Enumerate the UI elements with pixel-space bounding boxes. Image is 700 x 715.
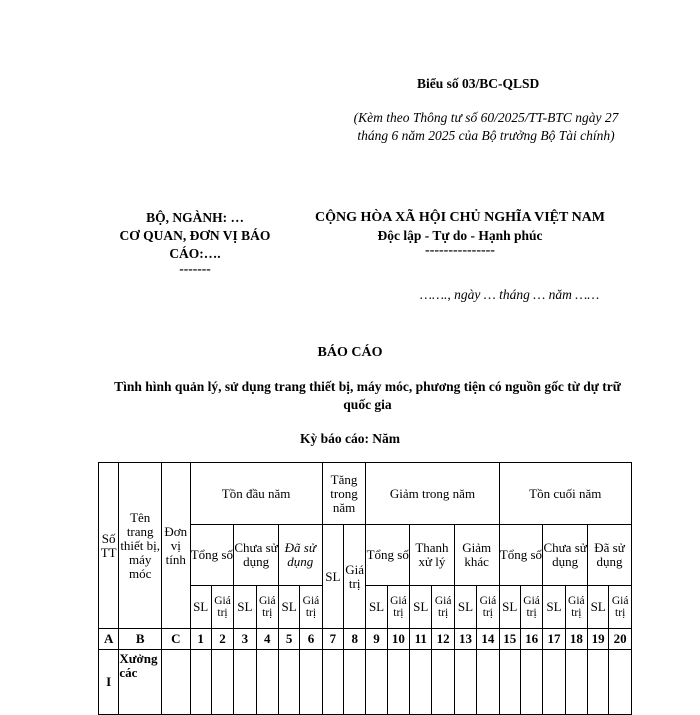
reporting-agency-line: CƠ QUAN, ĐƠN VỊ BÁO CÁO:…. (119, 228, 271, 261)
report-title: BÁO CÁO (317, 345, 383, 360)
index-cell: 13 (454, 629, 476, 650)
index-cell: 5 (278, 629, 299, 650)
sub-open-used: Đã sử dụng (278, 525, 322, 586)
index-cell: 14 (477, 629, 499, 650)
header-opening-balance: Tồn đầu năm (190, 463, 322, 525)
table-row (99, 650, 632, 715)
index-cell: 3 (234, 629, 256, 650)
attachment-note: (Kèm theo Thông tư số 60/2025/TT-BTC ngày 27 tháng 6 năm 2025 của Bộ trưởng Bộ Tài chính) (353, 110, 619, 143)
col-value: Giá trị (211, 586, 233, 629)
index-cell: 18 (565, 629, 587, 650)
dateline: ……., ngày … tháng … năm …… (420, 287, 600, 302)
col-qty: SL (234, 586, 256, 629)
col-qty: SL (410, 586, 432, 629)
row-stt: I (99, 650, 119, 715)
col-qty: SL (190, 586, 211, 629)
index-cell: 12 (432, 629, 454, 650)
col-value: Giá trị (477, 586, 499, 629)
header-equipment-name: Tên trang thiết bị, máy móc (119, 463, 162, 629)
col-qty: SL (366, 586, 387, 629)
sub-close-unused: Chưa sử dụng (543, 525, 588, 586)
index-cell: 11 (410, 629, 432, 650)
col-value: Giá trị (565, 586, 587, 629)
header-increase: Tăng trong năm (322, 463, 366, 525)
motto-divider: --------------- (425, 243, 495, 258)
header-closing-balance: Tồn cuối năm (499, 463, 631, 525)
col-value: Giá trị (432, 586, 454, 629)
index-cell: 17 (543, 629, 565, 650)
index-cell: 20 (609, 629, 632, 650)
col-value: Giá trị (256, 586, 278, 629)
index-cell: 19 (588, 629, 609, 650)
report-period: Kỳ báo cáo: Năm (299, 431, 401, 446)
index-cell: C (162, 629, 190, 650)
index-cell: 6 (300, 629, 322, 650)
index-cell: 8 (344, 629, 366, 650)
ministry-line: BỘ, NGÀNH: … (146, 210, 244, 225)
header-unit: Đơn vị tính (162, 463, 190, 629)
index-cell: 7 (322, 629, 343, 650)
col-value: Giá trị (609, 586, 632, 629)
row-name: Xưởng các (119, 650, 162, 715)
sub-increase-value: Giá trị (344, 525, 366, 629)
ministry-divider: ------- (179, 261, 211, 276)
report-subtitle: Tình hình quản lý, sử dụng trang thiết bị, máy móc, phương tiện có nguồn gốc từ dự trữ quốc gia (114, 379, 621, 412)
sub-open-unused: Chưa sử dụng (234, 525, 279, 586)
col-qty: SL (588, 586, 609, 629)
report-table (98, 462, 632, 715)
index-cell: 9 (366, 629, 387, 650)
index-cell: 4 (256, 629, 278, 650)
col-qty: SL (499, 586, 520, 629)
index-cell: 15 (499, 629, 520, 650)
col-qty: SL (278, 586, 299, 629)
header-stt: Số TT (99, 463, 119, 629)
index-cell: A (99, 629, 119, 650)
motto: Độc lập - Tự do - Hạnh phúc (377, 228, 543, 243)
nation-title: CỘNG HÒA XÃ HỘI CHỦ NGHĨA VIỆT NAM (314, 210, 605, 225)
index-cell: 1 (190, 629, 211, 650)
index-cell: 2 (211, 629, 233, 650)
sub-increase-qty: SL (322, 525, 343, 629)
sub-close-used: Đã sử dụng (588, 525, 632, 586)
col-value: Giá trị (520, 586, 542, 629)
sub-dec-handled: Thanh xử lý (410, 525, 455, 586)
sub-dec-other: Giảm khác (454, 525, 499, 586)
index-row (99, 629, 632, 650)
col-value: Giá trị (300, 586, 322, 629)
index-cell: B (119, 629, 162, 650)
sub-close-total: Tổng số (499, 525, 543, 586)
header-decrease: Giảm trong năm (366, 463, 499, 525)
index-cell: 10 (387, 629, 409, 650)
sub-open-total: Tổng số (190, 525, 234, 586)
sub-dec-total: Tổng số (366, 525, 410, 586)
col-qty: SL (454, 586, 476, 629)
col-value: Giá trị (387, 586, 409, 629)
form-number: Biểu số 03/BC-QLSD (417, 76, 540, 91)
col-qty: SL (543, 586, 565, 629)
ministry-block (100, 209, 290, 275)
index-cell: 16 (520, 629, 542, 650)
national-block (290, 209, 630, 257)
